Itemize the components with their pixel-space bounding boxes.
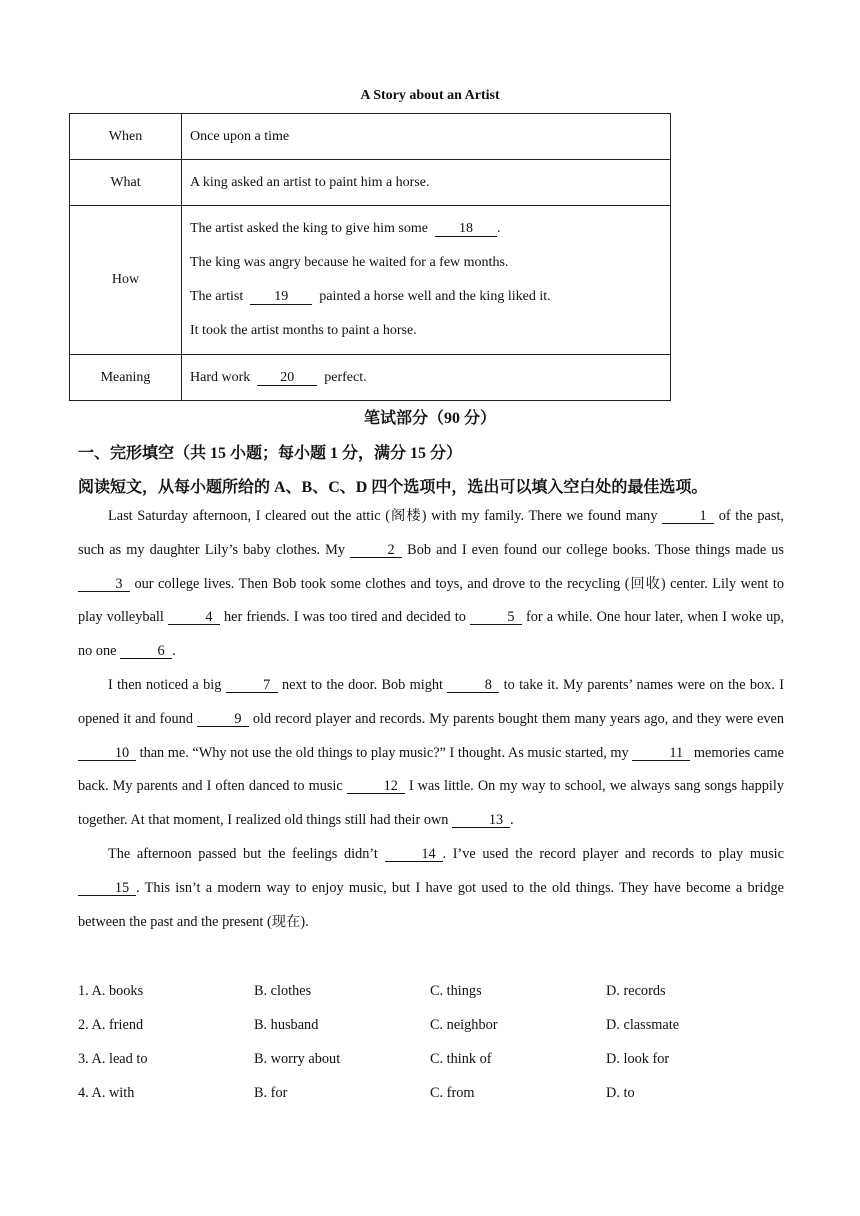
table-row bbox=[70, 355, 671, 401]
option-d[interactable]: D. to bbox=[606, 1085, 635, 1101]
option-c[interactable]: C. think of bbox=[430, 1051, 492, 1067]
blank-6: 6 bbox=[120, 644, 172, 659]
option-d[interactable]: D. classmate bbox=[606, 1017, 680, 1033]
option-c[interactable]: C. things bbox=[430, 983, 482, 999]
blank-19: 19 bbox=[250, 290, 312, 305]
passage-text: I was little. On my way to school, we always sang songs happily together. At that moment, I realized old things still had their own bbox=[78, 778, 784, 829]
blank-3: 3 bbox=[78, 577, 130, 592]
option-d[interactable]: D. look for bbox=[606, 1051, 670, 1067]
passage-text: for a while. One hour later, when I woke up, no one bbox=[78, 609, 785, 660]
paragraph bbox=[78, 669, 784, 838]
option-a[interactable]: 3. A. lead to bbox=[78, 1051, 148, 1067]
how-cell bbox=[182, 206, 671, 355]
passage-text: . bbox=[172, 643, 176, 660]
how-line: The artist asked the king to give him some 18 . bbox=[190, 221, 501, 236]
passage-text: Bob and I even found our college books. Those things made us bbox=[402, 541, 784, 558]
option-b[interactable]: B. for bbox=[254, 1085, 288, 1101]
blank-13: 13 bbox=[452, 813, 510, 828]
blank-20: 20 bbox=[257, 371, 317, 386]
passage bbox=[78, 500, 784, 939]
passage-text: Last Saturday afternoon, I cleared out the attic (阁楼) with my family. There we found many bbox=[108, 508, 663, 524]
option-b[interactable]: B. clothes bbox=[254, 983, 312, 999]
blank-18: 18 bbox=[435, 222, 497, 237]
paragraph bbox=[78, 838, 784, 939]
table-row bbox=[70, 160, 671, 206]
passage-text: her friends. I was too tired and decided to bbox=[219, 609, 470, 626]
blank-1: 1 bbox=[662, 509, 714, 524]
passage-text: than me. “Why not use the old things to play music?” I thought. As music started, my bbox=[136, 744, 633, 761]
instructions: 阅读短文，从每小题所给的 A、B、C、D 四个选项中，选出可以填入空白处的最佳选项。 bbox=[78, 479, 708, 496]
options-row bbox=[78, 974, 784, 1008]
row-text: A king asked an artist to paint him a horse. bbox=[182, 160, 671, 206]
passage-text: to take it. My parents’ names were on the box. I opened it and found bbox=[78, 676, 784, 727]
blank-14: 14 bbox=[385, 847, 443, 862]
blank-7: 7 bbox=[226, 678, 278, 693]
table-row bbox=[70, 114, 671, 160]
row-label: Meaning bbox=[70, 355, 182, 401]
blank-8: 8 bbox=[447, 678, 499, 693]
option-d[interactable]: D. records bbox=[606, 983, 666, 999]
option-b[interactable]: B. worry about bbox=[254, 1051, 341, 1067]
section-title: 笔试部分（90 分） bbox=[363, 410, 496, 427]
option-a[interactable]: 1. A. books bbox=[78, 983, 144, 999]
passage-text: memories came back. My parents and I often danced to music bbox=[78, 744, 785, 795]
story-table bbox=[69, 113, 671, 401]
options-row bbox=[78, 1076, 784, 1110]
blank-12: 12 bbox=[347, 779, 405, 794]
blank-15: 15 bbox=[78, 881, 136, 896]
option-c[interactable]: C. neighbor bbox=[430, 1017, 498, 1033]
options-row bbox=[78, 1008, 784, 1042]
option-a[interactable]: 4. A. with bbox=[78, 1085, 135, 1101]
option-b[interactable]: B. husband bbox=[254, 1017, 319, 1033]
passage-text: . I’ve used the record player and records to play music bbox=[442, 845, 785, 862]
table-title: A Story about an Artist bbox=[360, 88, 500, 103]
blank-2: 2 bbox=[350, 543, 402, 558]
passage-text: . This isn’t a modern way to enjoy music, but I have got used to the old things. They have become a bridge between the past and the present (现在). bbox=[78, 879, 784, 930]
blank-5: 5 bbox=[470, 610, 522, 625]
row-text: Once upon a time bbox=[182, 114, 671, 160]
passage-text: . bbox=[510, 812, 514, 829]
part-title: 一、完形填空（共 15 小题；每小题 1 分，满分 15 分） bbox=[78, 445, 463, 462]
passage-text: of the past, such as my daughter Lily’s baby clothes. My bbox=[78, 508, 784, 558]
passage-text: our college lives. Then Bob took some clothes and toys, and drove to the recycling (回收) center. Lily went to play volleyball bbox=[78, 575, 784, 626]
passage-text: old record player and records. My parents bought them many years ago, and they were even bbox=[248, 710, 784, 727]
blank-4: 4 bbox=[168, 610, 220, 625]
how-line: The king was angry because he waited for a few months. bbox=[190, 255, 509, 270]
options-row bbox=[78, 1042, 784, 1076]
option-a[interactable]: 2. A. friend bbox=[78, 1017, 144, 1033]
table-row bbox=[70, 206, 671, 355]
row-label: When bbox=[70, 114, 182, 160]
row-text: Hard work 20 perfect. bbox=[182, 355, 671, 401]
how-line: It took the artist months to paint a horse. bbox=[190, 323, 417, 338]
row-label: What bbox=[70, 160, 182, 206]
blank-9: 9 bbox=[197, 712, 249, 727]
passage-text: I then noticed a big bbox=[108, 676, 226, 693]
passage-text: next to the door. Bob might bbox=[277, 676, 448, 693]
blank-10: 10 bbox=[78, 746, 136, 761]
row-label: How bbox=[70, 206, 182, 355]
blank-11: 11 bbox=[632, 746, 690, 761]
option-c[interactable]: C. from bbox=[430, 1085, 475, 1101]
paragraph bbox=[78, 500, 784, 669]
passage-text: The afternoon passed but the feelings didn’t bbox=[108, 845, 385, 862]
how-line: The artist 19 painted a horse well and the king liked it. bbox=[190, 289, 551, 304]
